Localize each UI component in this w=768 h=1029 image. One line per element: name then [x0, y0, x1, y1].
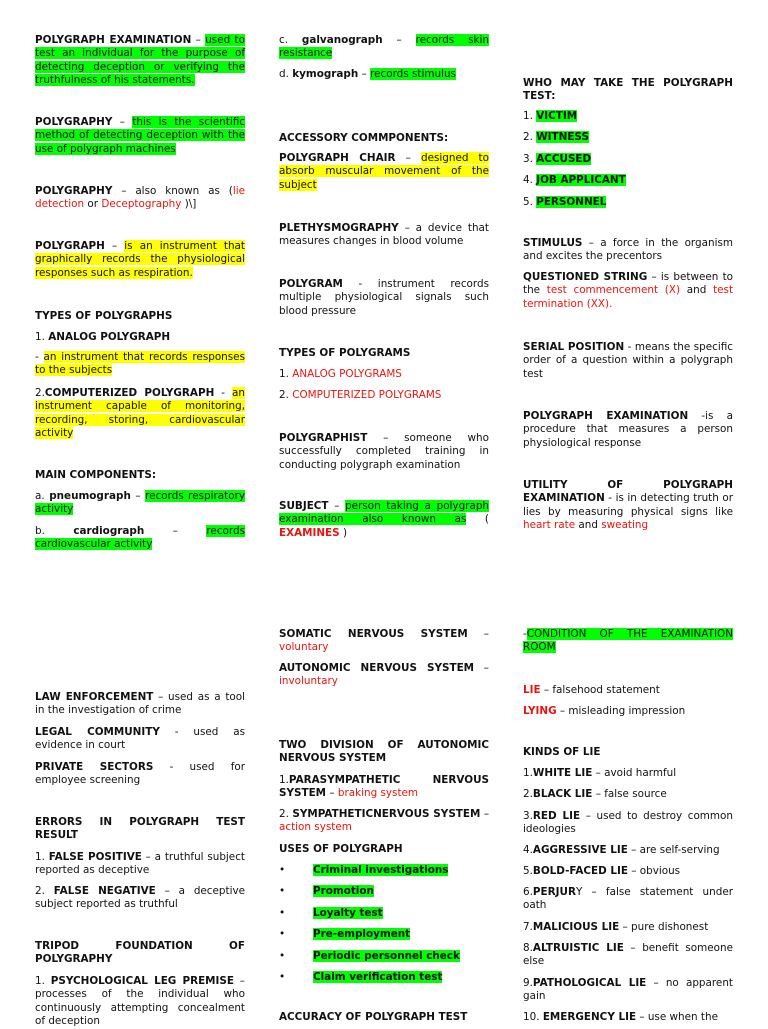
definition: is an instrument that graphically records the physiological responses such as respiration.	[35, 240, 245, 279]
def-polygraph-examination-2: POLYGRAPH EXAMINATION -is a procedure that measures a person physiological response	[523, 410, 733, 449]
item-psychological-leg: 1. PSYCHOLOGICAL LEG PREMISE – processes of the individual who continuously attempting concealment of deception	[35, 975, 245, 1028]
item-sympathetic: 2. SYMPATHETICNERVOUS SYSTEM – action system	[279, 808, 490, 834]
definition: used to test an individual for the purpose of detecting deception or verifying the truthfulness of his statements.	[35, 34, 245, 87]
heading-who-may-take: WHO MAY TAKE THE POLYGRAPH TEST:	[523, 77, 733, 103]
def-subject: SUBJECT – person taking a polygraph examination also known as ( EXAMINES )	[279, 500, 489, 539]
list-item: 3. ACCUSED	[523, 152, 592, 165]
term: POLYGRAPH EXAMINATION	[35, 34, 192, 46]
heading-errors-in-polygraph: ERRORS IN POLYGRAPH TEST RESULT	[35, 816, 245, 842]
takers-list	[523, 110, 733, 209]
item-pneumograph: a. pneumograph – records respiratory activity	[35, 490, 245, 516]
item-analog-polygraph: 1. ANALOG POLYGRAPH	[35, 331, 171, 343]
def-serial-position: SERIAL POSITION - means the specific order of a question within a polygraph test	[523, 341, 734, 380]
list-item: 2.BLACK LIE – false source	[523, 788, 667, 800]
def-polygram: POLYGRAM - instrument records multiple physiological signals such blood pressure	[279, 278, 489, 317]
def-questioned-string: QUESTIONED STRING – is between to the test commencement (X) and test termination (XX).	[523, 271, 734, 310]
bullet-icon: •	[279, 971, 286, 984]
bullet-icon: •	[279, 864, 286, 876]
def-plethysmography: PLETHYSMOGRAPHY – a device that measures changes in blood volume	[279, 222, 489, 248]
heading-tripod-foundation: TRIPOD FOUNDATION OF POLYGRAPHY	[35, 940, 245, 966]
item-galvanograph: c. galvanograph – records skin resistance	[279, 34, 489, 60]
list-item: • Promotion	[279, 885, 374, 898]
list-item: • Loyalty test	[279, 906, 383, 919]
list-item: 1.WHITE LIE – avoid harmful	[523, 767, 677, 779]
item-false-negative: 2. FALSE NEGATIVE – a deceptive subject reported as truthful	[35, 885, 246, 911]
column-1	[35, 0, 246, 1028]
def-polygraph: POLYGRAPH – is an instrument that graphically records the physiological responses such as respiration.	[35, 240, 245, 279]
def-lie: LIE – falsehood statement	[523, 684, 660, 696]
list-item: • Criminal investigations	[279, 864, 449, 876]
heading-uses-of-polygraph: USES OF POLYGRAPH	[279, 843, 403, 855]
list-item: 8.ALTRUISTIC LIE – benefit someone else	[523, 942, 733, 968]
list-item: 5. PERSONNEL	[523, 195, 607, 208]
def-polygraphist: POLYGRAPHIST – someone who successfully completed training in conducting polygraph examination	[279, 432, 489, 471]
def-polygraphy-aka: POLYGRAPHY – also known as (lie detection or Deceptography )\]	[35, 185, 245, 211]
item-computerized-polygraph: 2.COMPUTERIZED POLYGRAPH - an instrument capable of monitoring, recording, storing, cardiovascular activity	[35, 387, 245, 440]
bullet-icon: •	[279, 949, 286, 962]
def-utility: UTILITY OF POLYGRAPH EXAMINATION - is in detecting truth or lies by measuring physical signs like heart rate and sweating	[523, 479, 733, 532]
item-cardiograph: b. cardiograph – records cardiovascular activity	[35, 525, 245, 551]
list-item: 9.PATHOLOGICAL LIE – no apparent gain	[523, 977, 733, 1003]
def-polygraph-chair: POLYGRAPH CHAIR – designed to absorb muscular movement of the subject	[279, 152, 489, 191]
def-law-enforcement: LAW ENFORCEMENT – used as a tool in the investigation of crime	[35, 691, 245, 717]
heading-accuracy: ACCURACY OF POLYGRAPH TEST	[279, 1011, 468, 1023]
list-item: 6.PERJURY – false statement under oath	[523, 886, 733, 912]
list-item: 10. EMERGENCY LIE – use when the	[523, 1011, 718, 1023]
list-item: • Periodic personnel check	[279, 949, 460, 962]
heading-types-of-polygraphs: TYPES OF POLYGRAPHS	[35, 310, 173, 322]
item-parasympathetic: 1.PARASYMPATHETIC NERVOUS SYSTEM – braking system	[279, 774, 489, 800]
def-polygraphy: POLYGRAPHY – this is the scientific method of detecting deception with the use of polygraph machines	[35, 116, 245, 155]
term: POLYGRAPHY	[35, 185, 113, 197]
column-3	[523, 0, 733, 1024]
term: POLYGRAPHY	[35, 116, 113, 128]
column-2	[279, 0, 489, 1024]
list-item: • Claim verification test	[279, 971, 443, 984]
bullet-icon: •	[279, 906, 286, 919]
def-analog-polygraph: - an instrument that records responses to the subjects	[35, 351, 245, 377]
def-autonomic-nervous-system: AUTONOMIC NERVOUS SYSTEM – involuntary	[279, 662, 489, 688]
bullet-icon: •	[279, 928, 286, 941]
list-item: 5.BOLD-FACED LIE – obvious	[523, 865, 681, 877]
list-item: • Pre-employment	[279, 928, 411, 941]
item-false-positive: 1. FALSE POSITIVE – a truthful subject reported as deceptive	[35, 851, 245, 877]
heading-two-division: TWO DIVISION OF AUTONOMIC NERVOUS SYSTEM	[279, 739, 489, 765]
term: POLYGRAPH	[35, 240, 105, 252]
list-item: 4. JOB APPLICANT	[523, 174, 626, 187]
def-polygraph-examination: POLYGRAPH EXAMINATION – used to test an individual for the purpose of detecting deception or verifying the truthfulness of his statements.	[35, 34, 245, 87]
def-somatic-nervous-system: SOMATIC NERVOUS SYSTEM – voluntary	[279, 628, 489, 654]
def-lying: LYING – misleading impression	[523, 705, 686, 717]
item-analog-polygrams: 1. ANALOG POLYGRAMS	[279, 368, 402, 380]
list-item: 2. WITNESS	[523, 131, 589, 144]
def-legal-community: LEGAL COMMUNITY - used as evidence in court	[35, 726, 245, 752]
item-computerized-polygrams: 2. COMPUTERIZED POLYGRAMS	[279, 389, 442, 401]
heading-kinds-of-lie: KINDS OF LIE	[523, 746, 601, 758]
heading-types-of-polygrams: TYPES OF POLYGRAMS	[279, 347, 411, 359]
uses-list	[279, 864, 489, 984]
heading-condition-of-room: -CONDITION OF THE EXAMINATION ROOM	[523, 628, 733, 654]
item-kymograph: d. kymograph – records stimulus	[279, 68, 456, 80]
list-item: 1. VICTIM	[523, 110, 578, 122]
list-item: 4.AGGRESSIVE LIE – are self-serving	[523, 844, 720, 856]
def-stimulus: STIMULUS – a force in the organism and excites the precentors	[523, 237, 733, 263]
heading-accessory-components: ACCESSORY COMMPONENTS:	[279, 132, 449, 144]
heading-main-components: MAIN COMPONENTS:	[35, 469, 157, 481]
list-item: 7.MALICIOUS LIE – pure dishonest	[523, 921, 709, 933]
list-item: 3.RED LIE – used to destroy common ideologies	[523, 810, 733, 836]
def-private-sectors: PRIVATE SECTORS - used for employee screening	[35, 761, 246, 787]
bullet-icon: •	[279, 885, 286, 898]
definition: this is the scientific method of detecting deception with the use of polygraph machines	[35, 116, 245, 155]
